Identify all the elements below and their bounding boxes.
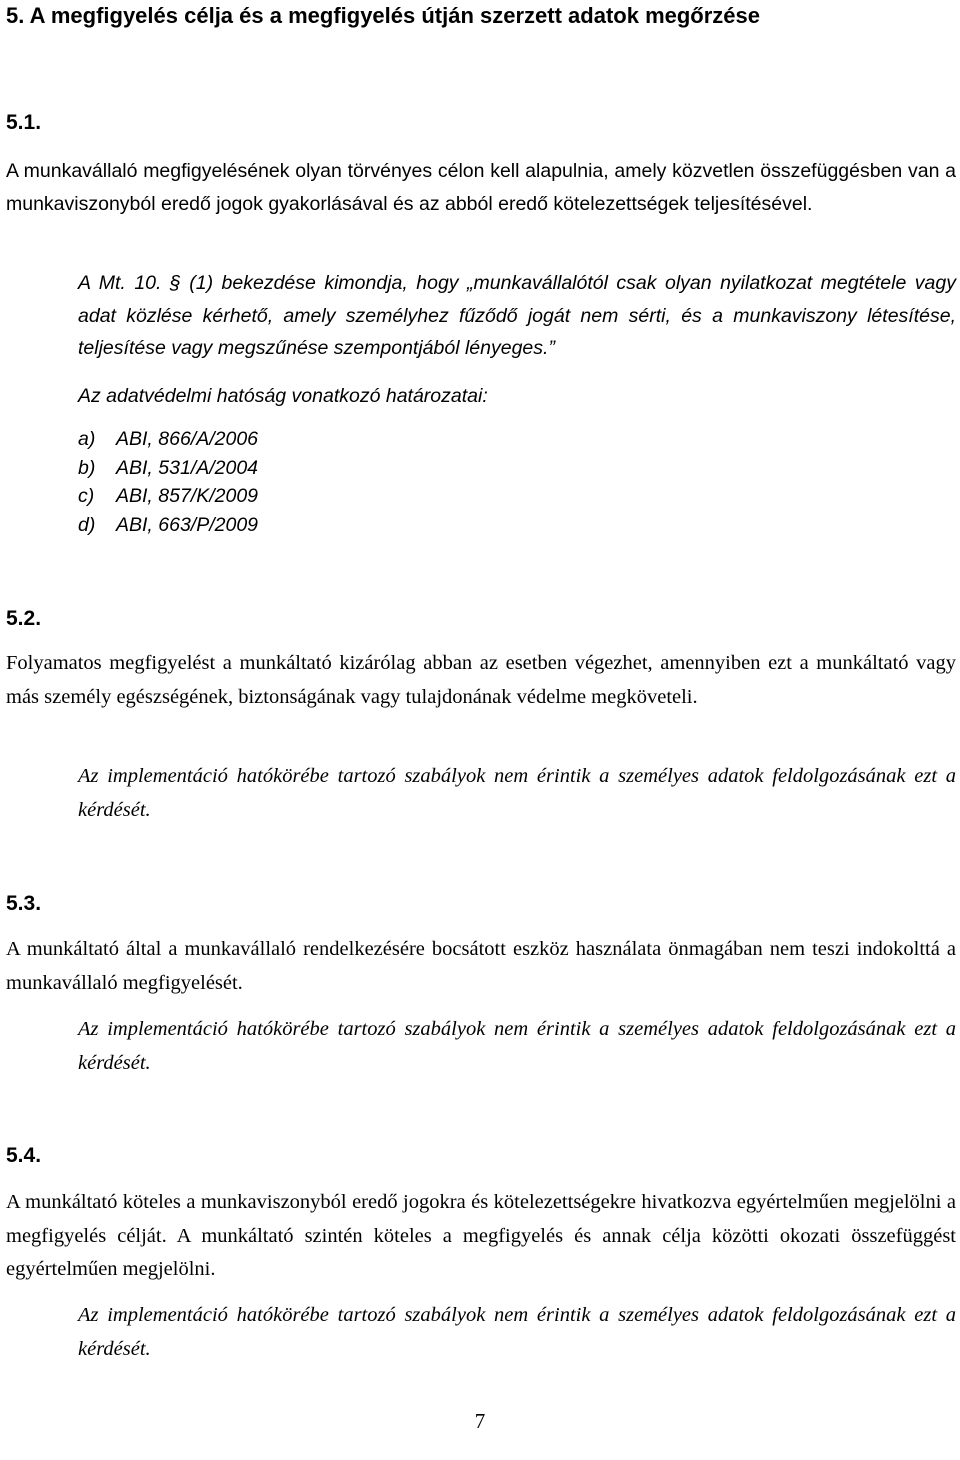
decisions-intro: Az adatvédelmi hatóság vonatkozó határozatai:	[78, 385, 488, 407]
implementation-note: Az implementáció hatókörébe tartozó szabályok nem érintik a személyes adatok feldolgozásának ezt a kérdését.	[78, 765, 956, 821]
decision-ref: ABI, 663/P/2009	[116, 513, 259, 536]
section-heading: 5. A megfigyelés célja és a megfigyelés útján szerzett adatok megőrzése	[6, 3, 761, 28]
subsection-text-5-3: A munkáltató által a munkavállaló rendelkezésére bocsátott eszköz használata önmagában nem teszi indokolttá a munkavállaló megfigyelését.	[6, 938, 956, 994]
decision-ref: ABI, 866/A/2006	[116, 428, 259, 450]
subsection-text-5-2: Folyamatos megfigyelést a munkáltató kizárólag abban az esetben végezhet, amennyiben ezt a munkáltató vagy más személy egészségének, biztonságának vagy tulajdonának védelme megköveteli.	[6, 652, 956, 708]
decision-ref: ABI, 857/K/2009	[116, 485, 259, 507]
subsection-text-5-1: A munkavállaló megfigyelésének olyan törvényes célon kell alapulnia, amely közvetlen összefüggésben van a munkaviszonyból eredő jogok gyakorlásával és az abból eredő kötelezettségek teljesítésével.	[6, 160, 956, 215]
legal-citation	[78, 267, 956, 365]
list-item	[78, 511, 258, 540]
subsection-number-5-3: 5.3.	[6, 892, 42, 915]
subsection-text-5-4: A munkáltató köteles a munkaviszonyból eredő jogokra és kötelezettségekre hivatkozva egyértelműen megjelölni a megfigyelés célját. A munkáltató szintén köteles a megfigyelés és annak célja közötti okozati összefüggést egyértelműen megjelölni.	[6, 1191, 956, 1280]
subsection-number-5-1: 5.1.	[6, 111, 42, 134]
decision-ref: ABI, 531/A/2004	[116, 456, 259, 479]
list-marker: b)	[78, 456, 96, 479]
citation-quote: „munkavállalótól csak olyan nyilatkozat megtétele vagy adat közlése kérhető, amely személyhez fűződő jogát nem sérti, és a munkaviszony létesítése, teljesítése vagy megszűnése szempontjából lényeges.”	[78, 272, 956, 359]
list-item	[78, 482, 258, 511]
list-item	[78, 425, 258, 454]
list-item	[78, 454, 258, 483]
subsection-number-5-2: 5.2.	[6, 607, 42, 630]
list-marker: a)	[78, 428, 96, 450]
list-marker: d)	[78, 513, 96, 536]
decisions-list	[78, 425, 258, 539]
implementation-note: Az implementáció hatókörébe tartozó szabályok nem érintik a személyes adatok feldolgozásának ezt a kérdését.	[78, 1018, 956, 1074]
list-marker: c)	[78, 485, 95, 507]
subsection-number-5-4: 5.4.	[6, 1144, 42, 1167]
citation-lead: A Mt. 10. § (1) bekezdése kimondja, hogy	[78, 272, 468, 294]
page-number: 7	[474, 1409, 486, 1433]
implementation-note: Az implementáció hatókörébe tartozó szabályok nem érintik a személyes adatok feldolgozásának ezt a kérdését.	[78, 1304, 956, 1360]
